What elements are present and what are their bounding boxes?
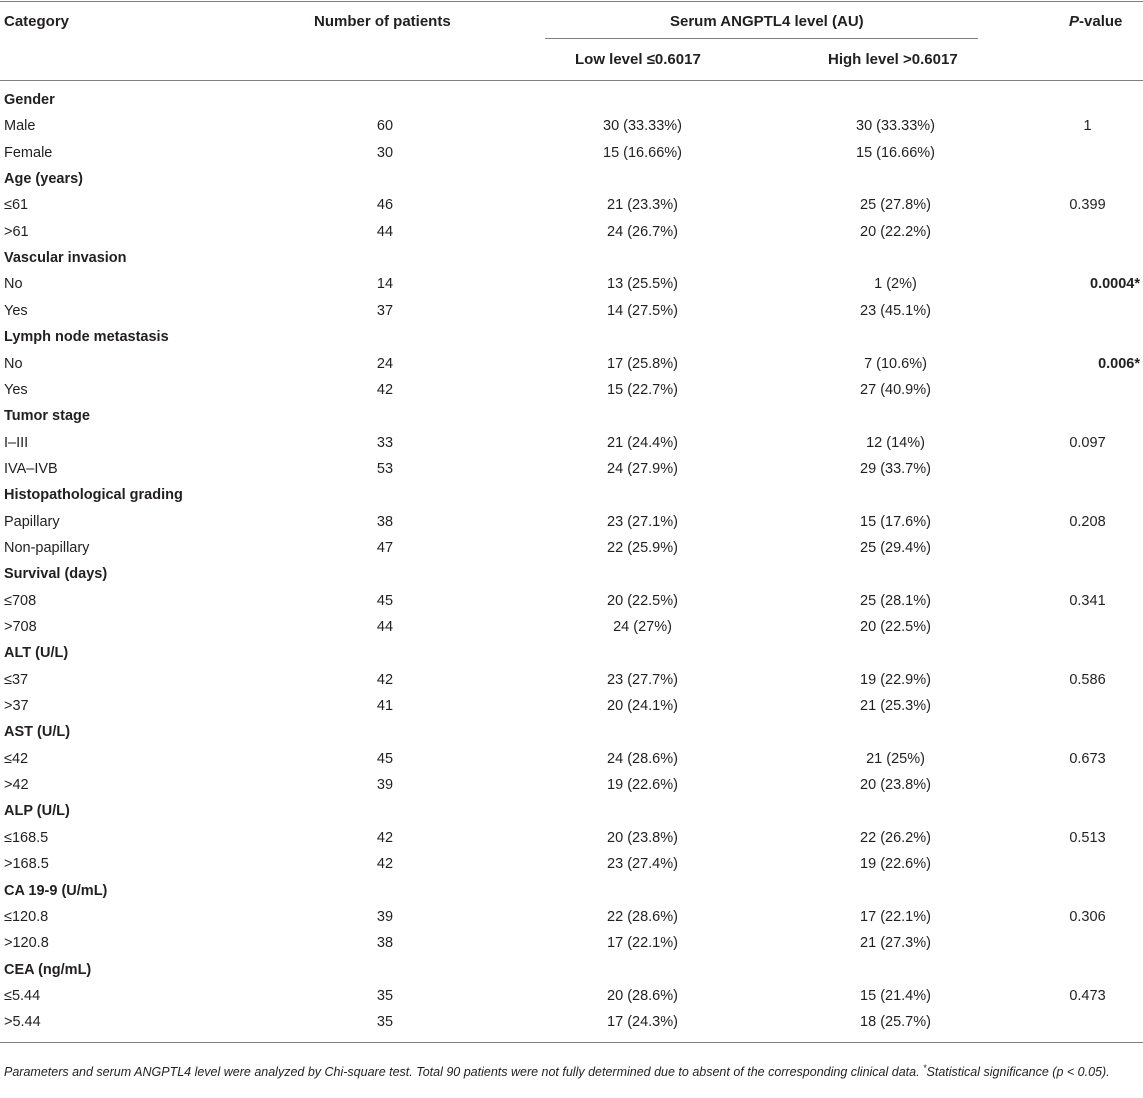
group-header-row [0, 171, 1143, 197]
high-level-value: 19 (22.6%) [860, 856, 931, 873]
table-row [0, 356, 1143, 382]
low-level-value: 13 (25.5%) [607, 276, 678, 293]
low-level-value: 20 (23.8%) [607, 829, 678, 846]
high-level-value: 30 (33.33%) [856, 118, 935, 135]
category-label: ≤708 [4, 592, 37, 609]
serum-group-rule [545, 38, 978, 39]
high-level-value: 20 (23.8%) [860, 777, 931, 794]
category-label: >61 [4, 223, 29, 240]
patients-count: 45 [376, 750, 394, 767]
patients-count: 46 [376, 197, 394, 214]
table-row [0, 856, 1143, 882]
low-level-value: 17 (25.8%) [607, 355, 678, 372]
p-value: 0.208 [1069, 513, 1106, 530]
group-header-row [0, 962, 1143, 988]
group-header-row [0, 408, 1143, 434]
high-level-value: 21 (27.3%) [860, 935, 931, 952]
low-level-value: 24 (28.6%) [607, 750, 678, 767]
low-level-value: 20 (24.1%) [607, 698, 678, 715]
category-label: ≤42 [4, 750, 29, 767]
footnote-significance: Statistical significance (p < 0.05). [926, 1065, 1110, 1080]
low-level-value: 23 (27.4%) [607, 856, 678, 873]
table-row [0, 988, 1143, 1014]
low-level-value: 21 (24.4%) [607, 434, 678, 451]
group-label: Histopathological grading [4, 487, 183, 504]
table-row [0, 830, 1143, 856]
p-value: 0.399 [1069, 197, 1106, 214]
patients-count: 44 [376, 223, 394, 240]
table-row [0, 593, 1143, 619]
patients-count: 35 [376, 1014, 394, 1031]
p-value: 0.0004* [1090, 276, 1140, 293]
low-level-value: 17 (24.3%) [607, 1014, 678, 1031]
low-level-value: 14 (27.5%) [607, 302, 678, 319]
high-level-value: 20 (22.5%) [860, 619, 931, 635]
table-top-rule [0, 1, 1143, 2]
header-serum-level: Serum ANGPTL4 level (AU) [670, 13, 864, 30]
group-header-row [0, 724, 1143, 750]
footnote-text: Parameters and serum ANGPTL4 level were analyzed by Chi-square test. Total 90 patients were not fully determined due to absent of the corresponding clinical data. [4, 1065, 920, 1080]
footnote-star: * [923, 1063, 927, 1073]
table-row [0, 909, 1143, 935]
patients-count: 60 [376, 118, 394, 135]
group-header-row [0, 566, 1143, 592]
category-label: ≤120.8 [4, 908, 49, 925]
high-level-value: 25 (29.4%) [860, 539, 931, 556]
header-p-italic: P [1069, 13, 1080, 30]
patients-count: 41 [376, 698, 394, 715]
header-low-level: Low level ≤0.6017 [575, 51, 701, 68]
table-row [0, 751, 1143, 777]
table-row [0, 698, 1143, 724]
category-label: >120.8 [4, 935, 49, 952]
high-level-value: 1 (2%) [874, 276, 917, 293]
category-label: Female [4, 144, 53, 161]
category-label: Yes [4, 381, 28, 398]
category-label: >37 [4, 698, 29, 715]
table-row [0, 118, 1143, 144]
high-level-value: 19 (22.9%) [860, 671, 931, 688]
low-level-value: 24 (27%) [613, 619, 672, 635]
table-row [0, 303, 1143, 329]
patients-count: 53 [376, 460, 394, 477]
group-label: ALT (U/L) [4, 645, 69, 662]
category-label: No [4, 276, 23, 293]
patients-count: 42 [376, 856, 394, 873]
high-level-value: 7 (10.6%) [864, 355, 927, 372]
patients-count: 30 [376, 144, 394, 161]
group-label: Vascular invasion [4, 250, 127, 267]
patients-count: 42 [376, 829, 394, 846]
low-level-value: 22 (28.6%) [607, 908, 678, 925]
category-label: ≤61 [4, 197, 29, 214]
patients-count: 24 [376, 355, 394, 372]
low-level-value: 30 (33.33%) [603, 118, 682, 135]
low-level-value: 19 (22.6%) [607, 777, 678, 794]
table-row [0, 197, 1143, 223]
patients-count: 42 [376, 381, 394, 398]
p-value: 0.341 [1069, 592, 1106, 609]
high-level-value: 15 (17.6%) [860, 513, 931, 530]
table-bottom-rule [0, 1042, 1143, 1043]
patients-count: 44 [376, 619, 394, 635]
header-p-value [1069, 13, 1122, 30]
p-value: 0.006* [1098, 355, 1140, 372]
high-level-value: 23 (45.1%) [860, 302, 931, 319]
low-level-value: 22 (25.9%) [607, 539, 678, 556]
group-label: AST (U/L) [4, 724, 71, 741]
group-label: Lymph node metastasis [4, 329, 169, 346]
p-value: 0.513 [1069, 829, 1106, 846]
table-row [0, 461, 1143, 487]
header-p-rest: -value [1079, 13, 1123, 30]
table-row [0, 382, 1143, 408]
high-level-value: 17 (22.1%) [860, 908, 931, 925]
header-bottom-rule [0, 80, 1143, 81]
high-level-value: 22 (26.2%) [860, 829, 931, 846]
patients-count: 35 [376, 987, 394, 1004]
p-value: 0.673 [1069, 750, 1106, 767]
patients-count: 14 [376, 276, 394, 293]
low-level-value: 20 (28.6%) [607, 987, 678, 1004]
patients-count: 38 [376, 935, 394, 952]
group-header-row [0, 803, 1143, 829]
table-footnote [4, 1059, 1139, 1082]
header-category: Category [4, 13, 70, 30]
high-level-value: 29 (33.7%) [860, 460, 931, 477]
category-label: >42 [4, 777, 29, 794]
category-label: ≤5.44 [4, 987, 41, 1004]
patients-count: 39 [376, 777, 394, 794]
high-level-value: 21 (25.3%) [860, 698, 931, 715]
group-label: CA 19-9 (U/mL) [4, 882, 108, 899]
header-number-of-patients: Number of patients [314, 13, 451, 30]
high-level-value: 25 (28.1%) [860, 592, 931, 609]
group-label: CEA (ng/mL) [4, 961, 92, 978]
table-row [0, 224, 1143, 250]
high-level-value: 21 (25%) [866, 750, 925, 767]
table-row [0, 540, 1143, 566]
category-label: ≤37 [4, 671, 29, 688]
table-row [0, 935, 1143, 961]
low-level-value: 15 (16.66%) [603, 144, 682, 161]
low-level-value: 24 (26.7%) [607, 223, 678, 240]
table-row [0, 276, 1143, 302]
low-level-value: 23 (27.1%) [607, 513, 678, 530]
category-label: No [4, 355, 23, 372]
p-value: 0.097 [1069, 434, 1106, 451]
high-level-value: 15 (21.4%) [860, 987, 931, 1004]
high-level-value: 18 (25.7%) [860, 1014, 931, 1031]
category-label: Non-papillary [4, 539, 90, 556]
category-label: I–III [4, 434, 29, 451]
table-row [0, 435, 1143, 461]
group-label: Gender [4, 92, 55, 108]
patients-count: 39 [376, 908, 394, 925]
group-header-row [0, 883, 1143, 909]
category-label: >5.44 [4, 1014, 41, 1031]
table-row [0, 1014, 1143, 1040]
low-level-value: 21 (23.3%) [607, 197, 678, 214]
patients-count: 42 [376, 671, 394, 688]
header-high-level: High level >0.6017 [828, 51, 958, 68]
high-level-value: 15 (16.66%) [856, 144, 935, 161]
patients-count: 45 [376, 592, 394, 609]
low-level-value: 23 (27.7%) [607, 671, 678, 688]
table-row [0, 619, 1143, 645]
category-label: IVA–IVB [4, 460, 58, 477]
high-level-value: 27 (40.9%) [860, 381, 931, 398]
group-label: Age (years) [4, 171, 83, 188]
p-value: 1 [1083, 118, 1092, 135]
p-value: 0.306 [1069, 908, 1106, 925]
table-row [0, 672, 1143, 698]
group-header-row [0, 92, 1143, 118]
table-row [0, 145, 1143, 171]
p-value: 0.586 [1069, 671, 1106, 688]
group-label: Tumor stage [4, 408, 90, 425]
high-level-value: 25 (27.8%) [860, 197, 931, 214]
table-row [0, 777, 1143, 803]
group-label: Survival (days) [4, 566, 108, 583]
group-label: ALP (U/L) [4, 803, 70, 820]
patients-count: 33 [376, 434, 394, 451]
category-label: Yes [4, 302, 28, 319]
patients-count: 38 [376, 513, 394, 530]
patients-count: 37 [376, 302, 394, 319]
low-level-value: 20 (22.5%) [607, 592, 678, 609]
category-label: Male [4, 118, 36, 135]
group-header-row [0, 487, 1143, 513]
patients-count: 47 [376, 539, 394, 556]
low-level-value: 17 (22.1%) [607, 935, 678, 952]
high-level-value: 12 (14%) [866, 434, 925, 451]
low-level-value: 24 (27.9%) [607, 460, 678, 477]
table-row [0, 514, 1143, 540]
category-label: Papillary [4, 513, 60, 530]
low-level-value: 15 (22.7%) [607, 381, 678, 398]
category-label: >168.5 [4, 856, 49, 873]
p-value: 0.473 [1069, 987, 1106, 1004]
category-label: ≤168.5 [4, 829, 49, 846]
group-header-row [0, 329, 1143, 355]
category-label: >708 [4, 619, 37, 635]
group-header-row [0, 250, 1143, 276]
high-level-value: 20 (22.2%) [860, 223, 931, 240]
group-header-row [0, 645, 1143, 671]
